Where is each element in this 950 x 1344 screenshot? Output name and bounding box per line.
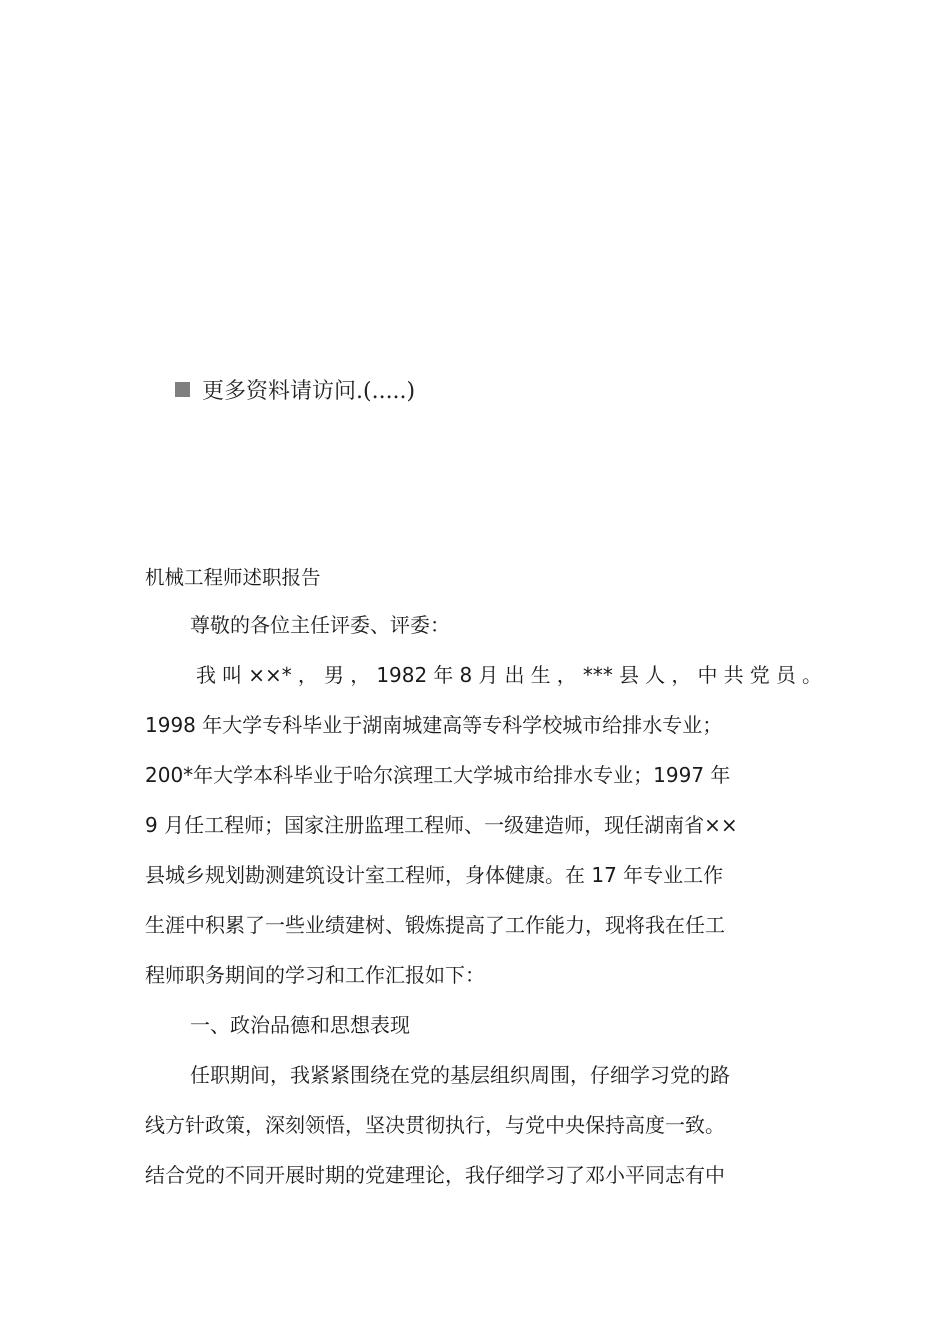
paragraph-2-line-2: 线方针政策，深刻领悟，坚决贯彻执行，与党中央保持高度一致。: [145, 1113, 725, 1137]
paragraph-1-line-2: 1998 年大学专科毕业于湖南城建高等专科学校城市给排水专业；: [145, 713, 723, 737]
paragraph-1-line-6: 生涯中积累了一些业绩建树、锻炼提高了工作能力，现将我在任工: [145, 913, 725, 937]
document-title: 机械工程师述职报告: [145, 566, 321, 589]
square-bullet-icon: [175, 382, 190, 397]
paragraph-1-line-4: 9 月任工程师；国家注册监理工程师、一级建造师，现任湖南省××: [145, 813, 738, 837]
paragraph-2-line-3: 结合党的不同开展时期的党建理论，我仔细学习了邓小平同志有中: [145, 1163, 725, 1187]
paragraph-1-line-1: 我叫××*，男，1982年8月出生，***县人，中共党员。: [196, 663, 822, 687]
notice-text: 更多资料请访问.(.....): [202, 378, 416, 404]
paragraph-1-line-3: 200*年大学本科毕业于哈尔滨理工大学城市给排水专业；1997 年: [145, 763, 731, 787]
paragraph-1-line-5: 县城乡规划勘测建筑设计室工程师，身体健康。在 17 年专业工作: [145, 863, 724, 887]
section-1-heading: 一、政治品德和思想表现: [190, 1013, 410, 1037]
paragraph-1-line-7: 程师职务期间的学习和工作汇报如下：: [145, 963, 485, 987]
website-notice: [175, 372, 415, 406]
greeting-line: 尊敬的各位主任评委、评委：: [190, 613, 450, 637]
paragraph-2-line-1: 任职期间，我紧紧围绕在党的基层组织周围，仔细学习党的路: [190, 1063, 730, 1087]
